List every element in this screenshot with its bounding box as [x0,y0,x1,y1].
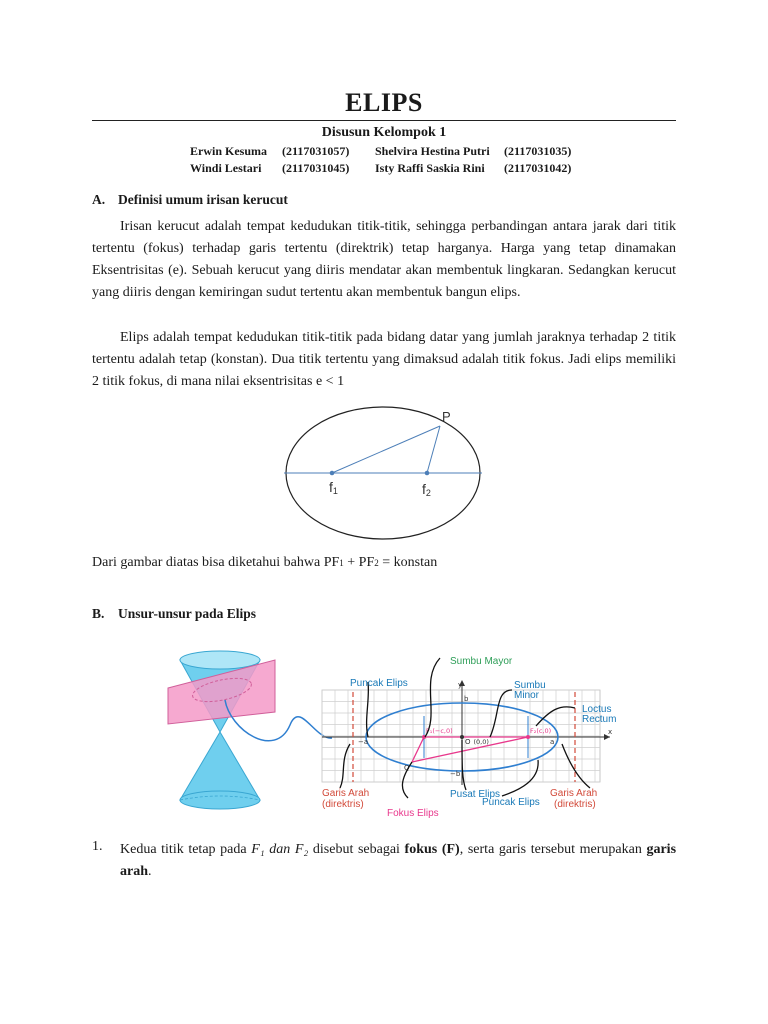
list-item-number-1: 1. [92,839,103,854]
garis-arah-left-line1: Garis Arah [322,788,370,799]
section-b-title: Unsur-unsur pada Elips [118,606,257,621]
f2-coordinate-label: F₂(c,0) [530,727,552,735]
section-a-number: A. [92,192,106,207]
center-point [460,735,464,739]
ellipse-elements-figure [150,640,620,825]
lower-cone-rim [180,791,260,809]
garis-arah-right-line2: (direktris) [554,799,596,810]
author-name-3: Windi Lestari [190,161,262,175]
pusat-elips-label: Pusat Elips [450,789,501,800]
b-label: b [464,695,469,703]
ellipse-foci-figure [280,402,490,547]
author-id-3: (2117031045) [282,161,350,175]
lower-cone [180,732,260,800]
f1-coordinate-label: F₁(−c,0) [426,727,453,735]
section-b-heading [92,606,256,622]
sumbu-minor-label-line1: Sumbu [514,680,546,691]
x-axis-label: x [608,728,613,736]
y-axis-label: y [458,681,463,689]
focus-f1-dot [330,471,335,476]
pf-constant-note: Dari gambar diatas bisa diketahui bahwa PF1 + PF2 = konstan [92,555,438,570]
list-item-1: Kedua titik tetap pada F₁ dan F₂ disebut sebagai fokus (F), serta garis tersebut merupakan garis arah. [120,842,677,879]
section-a-paragraph-2-text: Elips adalah tempat kedudukan titik-titik pada bidang datar yang jumlah jaraknya terhadap 2 titik tertentu adalah tetap (konstan). Dua titik tertentu yang dimaksud adalah titik fokus. Jadi elips memiliki 2 titik fokus, di mana nilai eksentrisitas e < 1 [92,330,676,389]
author-id-4: (2117031042) [504,161,572,175]
point-p-label: P [442,409,451,424]
garis-arah-left-line2: (direktris) [322,799,364,810]
section-a-heading [92,192,288,208]
minus-b-label: −b [450,770,461,778]
section-a-paragraph-2 [92,327,676,393]
q-point-label: Q [404,764,410,772]
author-name-2: Shelvira Hestina Putri [375,144,490,158]
document-title: ELIPS [345,88,423,117]
section-a-paragraph-1 [92,216,676,304]
focus-f2-dot [425,471,430,476]
pf2-line [427,426,440,473]
author-id-2: (2117031035) [504,144,572,158]
focus-f1-label: f1 [329,479,338,496]
fokus-elips-label: Fokus Elips [387,808,439,819]
minus-a-label: −a [358,738,369,746]
section-a-paragraph-1-text: Irisan kerucut adalah tempat kedudukan titik-titik, sehingga perbandingan antara jarak dari titik tertentu (fokus) terhadap garis tertentu (direktrik) tetap harganya. Harga yang tetap dinamakan Eksentrisitas (e). Sebuah kerucut yang diiris mendatar akan membentuk lingkaran. Sedangkan kerucut yang diiris dengan kemiringan sudut tertentu akan membentuk bangun elips. [92,219,676,300]
section-b-number: B. [92,606,105,621]
sumbu-mayor-label: Sumbu Mayor [450,656,513,667]
a-label: a [550,738,555,746]
puncak-elips-bottom-label: Puncak Elips [482,797,540,808]
loctus-rectum-label-line2: Rectum [582,714,617,725]
document-subtitle: Disusun Kelompok 1 [321,125,447,140]
garis-arah-right-line1: Garis Arah [550,788,598,799]
loctus-rectum-label-line1: Loctus [582,704,612,715]
upper-cone-rim [180,651,260,669]
puncak-elips-top-label: Puncak Elips [350,678,408,689]
focus-f2-label: f2 [422,481,431,498]
author-id-1: (2117031057) [282,144,350,158]
section-a-title: Definisi umum irisan kerucut [118,192,288,207]
focus-f2-point [526,735,530,739]
author-name-1: Erwin Kesuma [190,144,268,158]
author-name-4: Isty Raffi Saskia Rini [375,161,485,175]
origin-label: O (0,0) [465,738,489,746]
title-rule [92,120,676,121]
sumbu-minor-label-line2: Minor [514,690,540,701]
pf1-line [332,426,440,473]
